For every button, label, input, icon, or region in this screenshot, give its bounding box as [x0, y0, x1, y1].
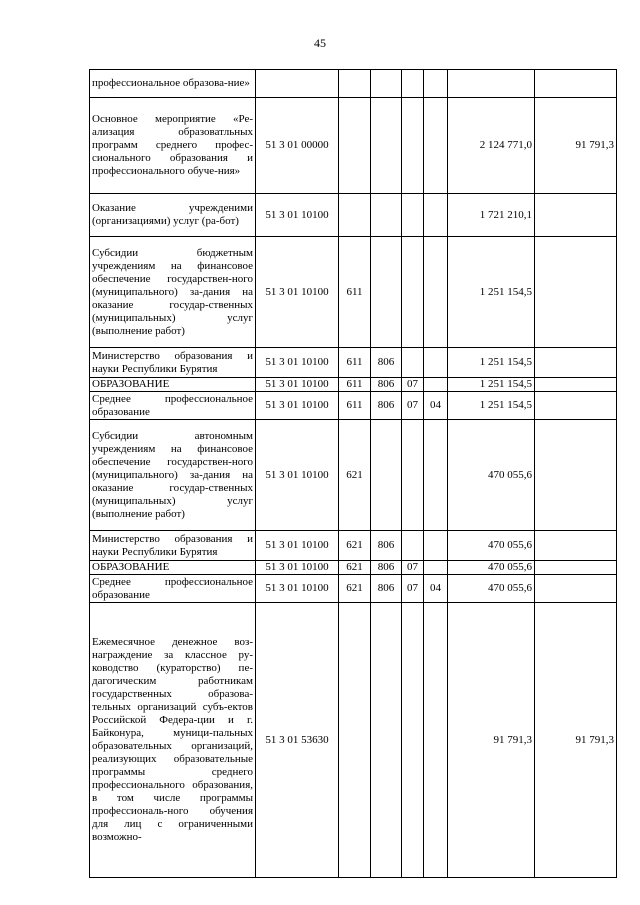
row-amount-1: 470 055,6 [448, 561, 535, 575]
row-vr-code [339, 70, 371, 98]
row-rz-code [402, 348, 424, 378]
row-rz-code [402, 70, 424, 98]
row-vr-code: 611 [339, 392, 371, 420]
row-amount-1: 470 055,6 [448, 420, 535, 531]
table-row [90, 575, 617, 603]
row-rz-code: 07 [402, 575, 424, 603]
row-rz-code [402, 531, 424, 561]
row-grbs-code [371, 603, 402, 878]
row-grbs-code [371, 98, 402, 194]
table-row [90, 531, 617, 561]
row-vr-code: 621 [339, 420, 371, 531]
row-pr-code [424, 561, 448, 575]
row-name: Среднее профессиональное образование [90, 392, 256, 420]
row-amount-2 [535, 237, 617, 348]
row-csr-code: 51 3 01 53630 [256, 603, 339, 878]
row-rz-code [402, 98, 424, 194]
row-csr-code: 51 3 01 10100 [256, 392, 339, 420]
row-amount-1: 2 124 771,0 [448, 98, 535, 194]
row-rz-code [402, 194, 424, 237]
row-pr-code [424, 194, 448, 237]
row-pr-code [424, 420, 448, 531]
row-grbs-code: 806 [371, 531, 402, 561]
row-grbs-code [371, 420, 402, 531]
row-vr-code: 611 [339, 348, 371, 378]
table-row [90, 561, 617, 575]
row-amount-1: 1 721 210,1 [448, 194, 535, 237]
row-pr-code: 04 [424, 575, 448, 603]
row-name: Министерство образования и науки Республики Бурятия [90, 348, 256, 378]
row-grbs-code [371, 237, 402, 348]
row-amount-1: 91 791,3 [448, 603, 535, 878]
table-row [90, 237, 617, 348]
budget-table [89, 69, 617, 878]
row-csr-code: 51 3 01 10100 [256, 575, 339, 603]
table-row [90, 392, 617, 420]
table-row [90, 194, 617, 237]
table-row [90, 98, 617, 194]
row-vr-code: 621 [339, 531, 371, 561]
row-pr-code [424, 237, 448, 348]
row-name: Министерство образования и науки Республики Бурятия [90, 531, 256, 561]
row-csr-code: 51 3 01 10100 [256, 531, 339, 561]
row-amount-1: 1 251 154,5 [448, 348, 535, 378]
row-csr-code [256, 70, 339, 98]
row-vr-code [339, 98, 371, 194]
row-amount-2 [535, 70, 617, 98]
row-amount-2 [535, 348, 617, 378]
row-amount-1: 1 251 154,5 [448, 237, 535, 348]
row-rz-code: 07 [402, 561, 424, 575]
row-vr-code [339, 603, 371, 878]
row-amount-2 [535, 531, 617, 561]
row-csr-code: 51 3 01 10100 [256, 348, 339, 378]
row-pr-code [424, 603, 448, 878]
row-amount-2 [535, 378, 617, 392]
row-name: ОБРАЗОВАНИЕ [90, 561, 256, 575]
row-name: ОБРАЗОВАНИЕ [90, 378, 256, 392]
row-pr-code [424, 348, 448, 378]
row-amount-2 [535, 561, 617, 575]
row-pr-code [424, 98, 448, 194]
table-row [90, 70, 617, 98]
row-grbs-code: 806 [371, 378, 402, 392]
row-rz-code: 07 [402, 378, 424, 392]
row-amount-2 [535, 392, 617, 420]
row-amount-2 [535, 575, 617, 603]
row-vr-code: 611 [339, 237, 371, 348]
row-grbs-code: 806 [371, 392, 402, 420]
row-rz-code [402, 420, 424, 531]
row-name: Оказание учрежденими (организациями) услуг (ра-бот) [90, 194, 256, 237]
table-row [90, 348, 617, 378]
row-name: Субсидии бюджетным учреждениям на финансовое обеспечение государствен-ного (муниципального) за-дания на оказание государ-ственных (муниципальных) услуг (выполнение работ) [90, 237, 256, 348]
row-name: Основное мероприятие «Ре-ализация образоватльных программ среднего профес-сионального образования и профессионального обуче-ния» [90, 98, 256, 194]
row-csr-code: 51 3 01 10100 [256, 378, 339, 392]
row-amount-1 [448, 70, 535, 98]
row-amount-2: 91 791,3 [535, 98, 617, 194]
row-amount-1: 470 055,6 [448, 575, 535, 603]
row-grbs-code: 806 [371, 348, 402, 378]
row-vr-code [339, 194, 371, 237]
table-row [90, 603, 617, 878]
row-pr-code [424, 70, 448, 98]
row-amount-2: 91 791,3 [535, 603, 617, 878]
page-number: 45 [314, 36, 326, 50]
row-amount-2 [535, 420, 617, 531]
row-name: Ежемесячное денежное воз-награждение за классное ру-ководство (кураторство) пе-дагогическим работникам государственных образова-тельных организаций субъ-ектов Российской Федера-ции и г. Байконура, муници-пальных образовательных организаций, реализующих образовательные программы среднего профессионального образования, в том числе программы профессиональ-ного обучения для лиц с ограниченными возможно- [90, 603, 256, 878]
table-row [90, 420, 617, 531]
row-csr-code: 51 3 01 00000 [256, 98, 339, 194]
row-pr-code [424, 378, 448, 392]
row-csr-code: 51 3 01 10100 [256, 237, 339, 348]
row-grbs-code [371, 194, 402, 237]
row-grbs-code: 806 [371, 561, 402, 575]
row-name: профессиональное образова-ние» [90, 70, 256, 98]
row-rz-code: 07 [402, 392, 424, 420]
row-amount-1: 470 055,6 [448, 531, 535, 561]
row-amount-1: 1 251 154,5 [448, 378, 535, 392]
row-name: Субсидии автономным учреждениям на финансовое обеспечение государствен-ного (муниципального) за-дания на оказание государ-ственных (муниципальных) услуг (выполнение работ) [90, 420, 256, 531]
row-csr-code: 51 3 01 10100 [256, 194, 339, 237]
row-vr-code: 611 [339, 378, 371, 392]
row-pr-code: 04 [424, 392, 448, 420]
row-amount-1: 1 251 154,5 [448, 392, 535, 420]
row-csr-code: 51 3 01 10100 [256, 420, 339, 531]
row-rz-code [402, 237, 424, 348]
row-vr-code: 621 [339, 561, 371, 575]
row-amount-2 [535, 194, 617, 237]
row-rz-code [402, 603, 424, 878]
row-csr-code: 51 3 01 10100 [256, 561, 339, 575]
row-grbs-code: 806 [371, 575, 402, 603]
row-vr-code: 621 [339, 575, 371, 603]
row-grbs-code [371, 70, 402, 98]
row-name: Среднее профессиональное образование [90, 575, 256, 603]
row-pr-code [424, 531, 448, 561]
table-row [90, 378, 617, 392]
